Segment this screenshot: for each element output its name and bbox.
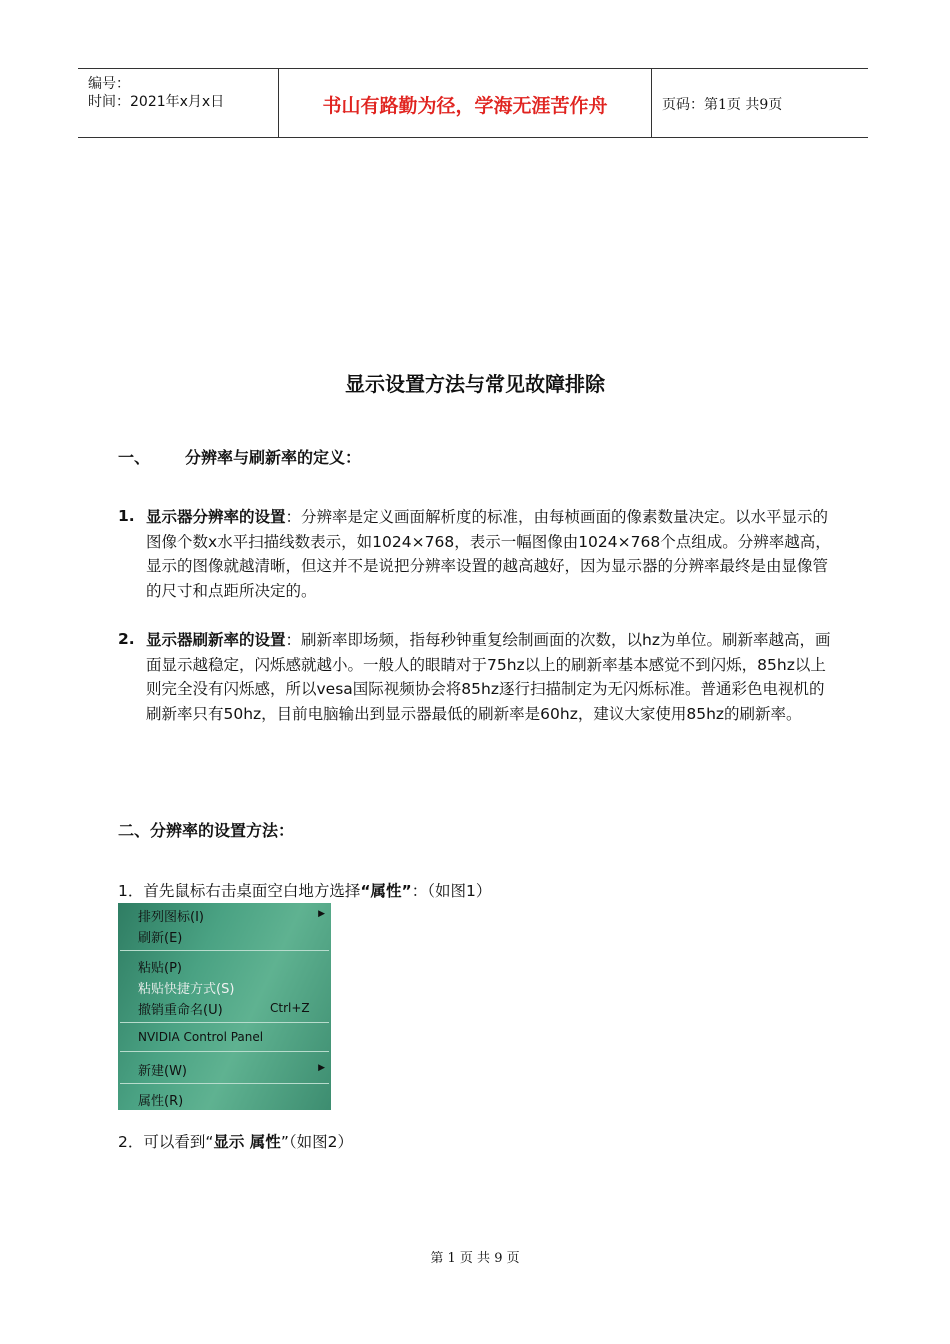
item-1-text: ：分辨率是定义画面解析度的标准，由每桢画面的像素数量决定。以水平显示的图像个数x水平扫描线数表示，如1024×768，表示一幅图像由1024×768个点组成。分辨率越高，显示的图像就越清晰，但这并不是说把分辨率设置的越高越好，因为显示器的分辨率最终是由显像管的尺寸和点距所决定的。 [146,508,831,600]
section-1-number: 一、 [118,448,151,467]
menu-separator [120,1022,329,1023]
menu-separator [120,1051,329,1052]
submenu-arrow-icon: ▶ [318,909,325,919]
menu-separator [120,1083,329,1084]
header-page-label: 页码：第1页 共9页 [662,97,783,113]
item-1-number: 1. [118,507,135,525]
menu-item-paste[interactable]: 粘贴(P) [138,961,182,976]
step-1-prefix: 1．首先鼠标右击桌面空白地方选择 [118,882,361,900]
step-2-text [118,1130,353,1152]
page-header [78,68,868,138]
menu-item-undo-rename[interactable]: 撤销重命名(U) [138,1003,223,1018]
submenu-arrow-icon: ▶ [318,1063,325,1073]
item-2-paragraph [146,628,834,726]
context-menu-figure [118,903,331,1110]
menu-shortcut-ctrl-z: Ctrl+Z [270,1001,310,1015]
item-2-number: 2. [118,630,135,648]
step-2-suffix: ”（如图2） [280,1133,353,1151]
document-number-label: 编号： [88,76,130,92]
step-1-bold: “属性” [360,882,412,900]
menu-item-arrange-icons[interactable]: 排列图标(I) [138,910,204,925]
menu-item-new[interactable]: 新建(W) [138,1064,187,1079]
item-1-paragraph [146,505,834,603]
header-page-cell [652,69,868,137]
section-2-title: 二、分辨率的设置方法： [118,821,295,840]
step-1-suffix: ：（如图1） [411,882,492,900]
step-2-prefix: 2．可以看到“ [118,1133,214,1151]
section-1-title: 分辨率与刷新率的定义： [185,448,362,467]
header-motto: 书山有路勤为径，学海无涯苦作舟 [322,95,608,117]
item-2-term: 显示器刷新率的设置 [146,631,286,649]
page-footer: 第 1 页 共 9 页 [430,1251,520,1266]
item-1-term: 显示器分辨率的设置 [146,508,286,526]
menu-item-properties[interactable]: 属性(R) [138,1094,184,1109]
item-2-text: ：刷新率即场频，指每秒钟重复绘制画面的次数，以hz为单位。刷新率越高，画面显示越稳定，闪烁感就越小。一般人的眼睛对于75hz以上的刷新率基本感觉不到闪烁，85hz以上则完全没有闪烁感，所以vesa国际视频协会将85hz逐行扫描制定为无闪烁标准。普通彩色电视机的刷新率只有50hz，目前电脑输出到显示器最低的刷新率是60hz，建议大家使用85hz的刷新率。 [146,631,831,723]
menu-item-nvidia-control-panel[interactable]: NVIDIA Control Panel [138,1030,264,1044]
document-time-label: 时间：2021年x月x日 [88,94,225,110]
document-title: 显示设置方法与常见故障排除 [345,372,605,396]
step-1-text [118,879,491,901]
header-motto-cell [279,69,652,137]
header-meta-cell [78,69,279,137]
menu-item-refresh[interactable]: 刷新(E) [138,931,183,946]
step-2-bold: 显示 属性 [213,1133,281,1151]
menu-separator [120,950,329,951]
menu-item-paste-shortcut[interactable]: 粘贴快捷方式(S) [138,982,235,997]
